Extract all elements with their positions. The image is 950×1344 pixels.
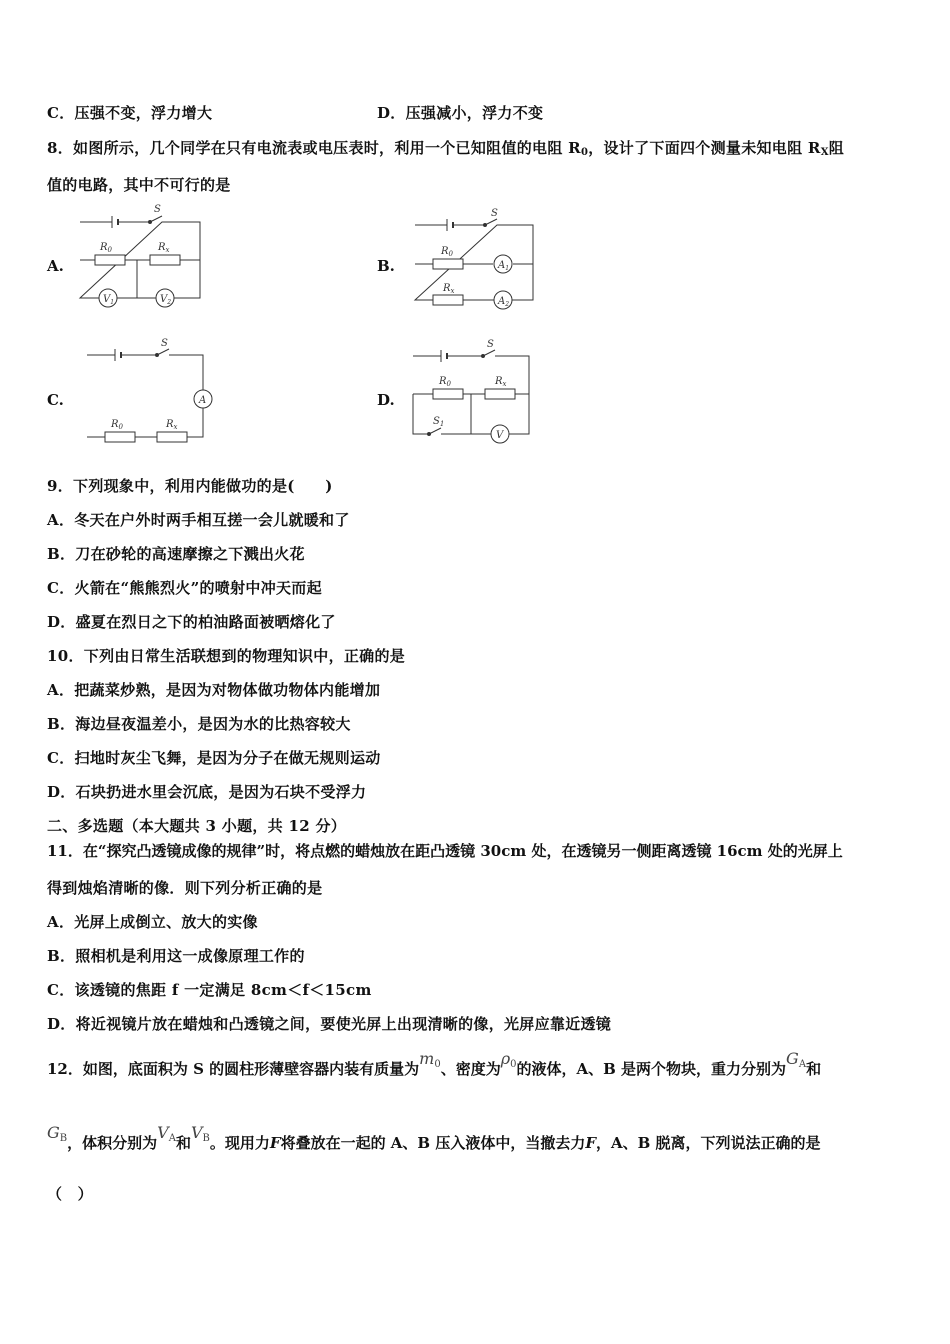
q12-m0: m0 [419, 1049, 441, 1070]
circuit-b-a2-label: $A_2$ [498, 296, 510, 308]
q9-option-b: B．刀在砂轮的高速摩擦之下溅出火花 [47, 545, 305, 563]
circuit-c-switch-blade [157, 349, 169, 355]
q8-stem-sub-x: X [820, 147, 829, 158]
q10-option-d: D．石块扔进水里会沉底，是因为石块不受浮力 [47, 783, 367, 801]
circuit-c-wires [87, 355, 203, 437]
q12-text-9: ，A、B 脱离，下列说法正确的是 [595, 1134, 821, 1152]
q12-text-3: 的液体，A、B 是两个物块，重力分别为 [516, 1060, 787, 1078]
circuit-d-wires-top [413, 356, 529, 394]
q8-label-d: D. [377, 391, 395, 409]
circuit-b-rx [433, 295, 463, 305]
q9-stem: 9．下列现象中，利用内能做功的是( ) [47, 477, 333, 495]
circuit-b-switch-pivot [484, 224, 487, 227]
q12-force-f1: F [269, 1134, 281, 1152]
q12-stem-line2 [47, 1123, 821, 1154]
circuit-c-switch-label: S [161, 338, 168, 349]
q12-va: VA [157, 1123, 176, 1144]
q12-text-8: 将叠放在一起的 A、B 压入液体中，当撤去力 [280, 1134, 586, 1152]
q10-option-c: C．扫地时灰尘飞舞，是因为分子在做无规则运动 [47, 749, 381, 767]
q12-rho0: ρ0 [500, 1049, 517, 1070]
q7-option-c: C．压强不变，浮力增大 [47, 104, 213, 122]
q12-gb: GB [47, 1123, 68, 1144]
q9-option-a: A．冬天在户外时两手相互搓一会儿就暖和了 [47, 511, 350, 529]
q11-stem-line2: 得到烛焰清晰的像．则下列分析正确的是 [47, 879, 323, 897]
circuit-d-voltmeter-label: V [496, 430, 504, 441]
q8-stem-line1 [47, 137, 844, 158]
circuit-c [75, 335, 220, 445]
q10-option-b: B．海边昼夜温差小，是因为水的比热容较大 [47, 715, 351, 733]
circuit-a-switch-label: S [154, 204, 161, 215]
q11-option-a: A．光屏上成倒立、放大的实像 [47, 913, 258, 931]
circuit-b-rx-label: $R_x$ [443, 283, 455, 295]
circuit-d-rx-label: $R_x$ [495, 376, 507, 388]
q12-text-5: ，体积分别为 [67, 1134, 158, 1152]
q12-text-4: 和 [806, 1060, 822, 1078]
circuit-d-switch-label: S [487, 339, 494, 350]
q11-stem-line1: 11．在“探究凸透镜成像的规律”时，将点燃的蜡烛放在距凸透镜 30cm 处，在透镜另一侧距离透镜 16cm 处的光屏上 [47, 842, 843, 860]
circuit-d-switch1-blade [429, 428, 441, 434]
circuit-a-v2-label: $V_2$ [160, 294, 172, 306]
circuit-b-a1-label: $A_1$ [498, 260, 510, 272]
q12-vb: VB [190, 1123, 210, 1144]
circuit-d-rx [485, 389, 515, 399]
circuit-d-switch-pivot [482, 355, 485, 358]
q9-option-d: D．盛夏在烈日之下的柏油路面被晒熔化了 [47, 613, 336, 631]
circuit-a-switch-blade [150, 216, 162, 222]
circuit-d-switch-blade [483, 350, 495, 356]
circuit-d [405, 338, 540, 448]
circuit-c-r0 [105, 432, 135, 442]
circuit-d-switch1-pivot [428, 433, 431, 436]
q11-option-b: B．照相机是利用这一成像原理工作的 [47, 947, 305, 965]
circuit-b-r0-label: $R_0$ [441, 246, 453, 258]
q8-stem-part-c: 阻 [828, 139, 845, 157]
q12-text-7: 。现用力 [209, 1134, 270, 1152]
q8-label-c: C. [47, 391, 64, 409]
circuit-a-r0-label: $R_0$ [100, 242, 112, 254]
circuit-d-switch1-label: $S_1$ [433, 416, 445, 428]
circuit-a [70, 200, 210, 315]
circuit-b [405, 205, 545, 315]
circuit-d-wires-bottom [413, 394, 529, 434]
q8-label-b: B. [377, 257, 395, 275]
circuit-b-switch-blade [485, 219, 497, 225]
q12-ga: GA [786, 1049, 807, 1070]
circuit-b-switch-label: S [491, 208, 498, 219]
q12-answer-bracket: （ ） [47, 1185, 93, 1203]
q7-option-d: D．压强减小，浮力不变 [377, 104, 544, 122]
q10-stem: 10．下列由日常生活联想到的物理知识中，正确的是 [47, 647, 406, 665]
circuit-c-rx [157, 432, 187, 442]
q12-text-6: 和 [175, 1134, 191, 1152]
q11-option-d: D．将近视镜片放在蜡烛和凸透镜之间，要使光屏上出现清晰的像，光屏应靠近透镜 [47, 1015, 612, 1033]
q8-stem-part-a: 8．如图所示，几个同学在只有电流表或电压表时，利用一个已知阻值的电阻 R [47, 139, 581, 157]
q8-stem-line2: 值的电路，其中不可行的是 [47, 176, 231, 194]
circuit-a-v1-label: $V_1$ [103, 294, 115, 306]
circuit-a-r0 [95, 255, 125, 265]
q8-stem-sub-0: 0 [580, 147, 589, 158]
circuit-b-r0 [433, 259, 463, 269]
q10-option-a: A．把蔬菜炒熟，是因为对物体做功物体内能增加 [47, 681, 381, 699]
circuit-c-ammeter-label: A [199, 395, 207, 406]
q8-stem-part-b: ，设计了下面四个测量未知电阻 R [588, 139, 821, 157]
q12-force-f2: F [585, 1134, 596, 1152]
circuit-c-rx-label: $R_x$ [166, 419, 178, 431]
circuit-a-rx-label: $R_x$ [158, 242, 170, 254]
circuit-d-r0-label: $R_0$ [439, 376, 451, 388]
q9-option-c: C．火箭在“熊熊烈火”的喷射中冲天而起 [47, 579, 322, 597]
circuit-d-r0 [433, 389, 463, 399]
circuit-c-switch-pivot [156, 354, 159, 357]
circuit-c-r0-label: $R_0$ [111, 419, 123, 431]
q12-stem-line1 [47, 1049, 822, 1080]
circuit-a-rx [150, 255, 180, 265]
circuit-a-switch-pivot [149, 221, 152, 224]
q12-text-1: 12．如图，底面积为 S 的圆柱形薄壁容器内装有质量为 [47, 1060, 420, 1078]
q11-option-c: C．该透镜的焦距 f 一定满足 8cm＜f＜15cm [47, 981, 372, 999]
q12-text-2: 、密度为 [440, 1060, 501, 1078]
section-2-title: 二、多选题（本大题共 3 小题，共 12 分） [47, 817, 347, 835]
q8-label-a: A. [47, 257, 64, 275]
